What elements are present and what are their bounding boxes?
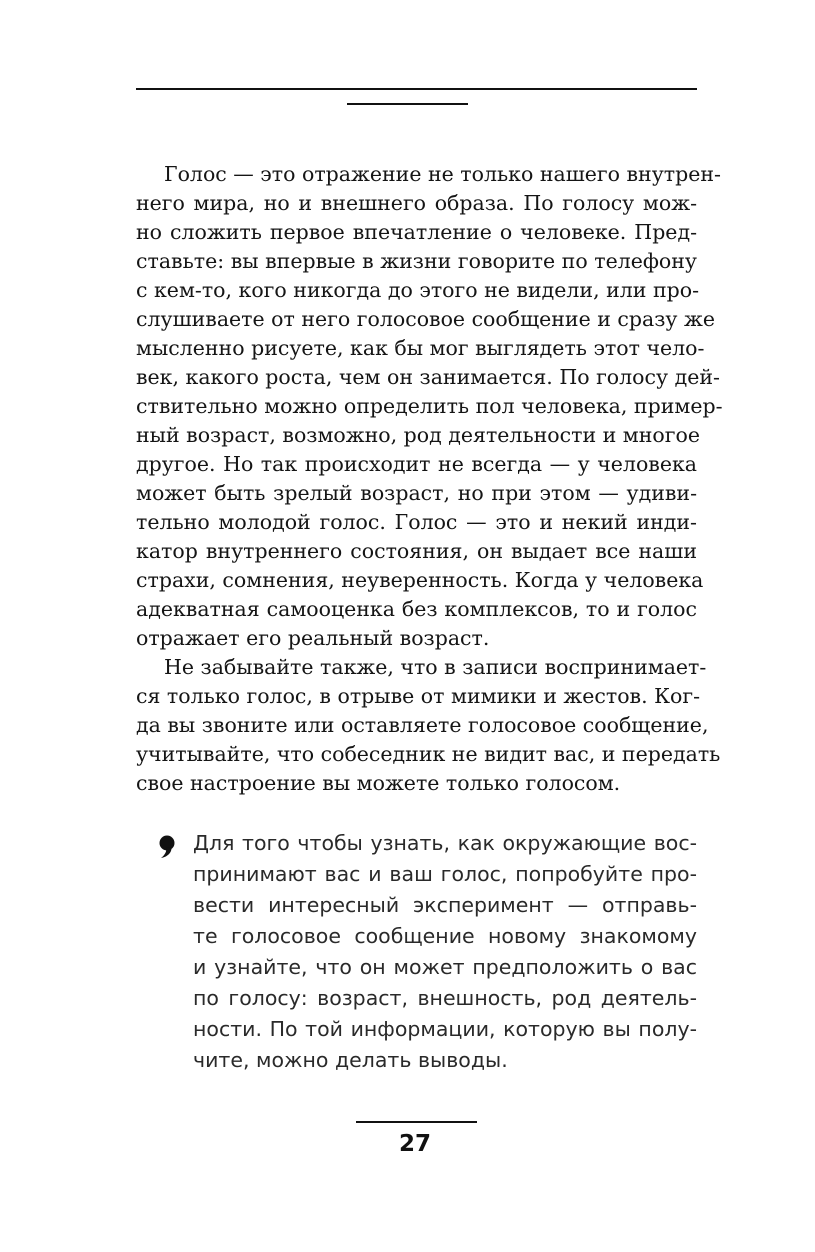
text-line: да вы звоните или оставляете голосовое сообщение, bbox=[136, 713, 709, 737]
text-line: страхи, сомнения, неуверенность. Когда у человека bbox=[136, 568, 704, 592]
text-line: ставьте: вы впервые в жизни говорите по телефону bbox=[136, 249, 697, 273]
text-line: слушиваете от него голосовое сообщение и сразу же bbox=[136, 307, 715, 331]
text-line: отражает его реальный возраст. bbox=[136, 626, 490, 650]
text-line: век, какого роста, чем он занимается. По голосу дей- bbox=[136, 365, 720, 389]
text-line: может быть зрелый возраст, но при этом — удиви- bbox=[136, 481, 697, 505]
tip-line: чите, можно делать выводы. bbox=[193, 1048, 508, 1072]
tip-line: те голосовое сообщение новому знакомому bbox=[193, 924, 697, 948]
text-line: другое. Но так происходит не всегда — у человека bbox=[136, 452, 697, 476]
text-line: ся только голос, в отрыве от мимики и жестов. Ког- bbox=[136, 684, 700, 708]
tip-line: вести интересный эксперимент — отправь- bbox=[193, 893, 697, 917]
text-line: адекватная самооценка без комплексов, то и голос bbox=[136, 597, 697, 621]
footer-rule bbox=[356, 1121, 477, 1123]
tip-line: ности. По той информации, которую вы полу- bbox=[193, 1017, 697, 1041]
text-line: тельно молодой голос. Голос — это и некий инди- bbox=[136, 510, 697, 534]
header-rule-long bbox=[136, 88, 697, 90]
text-line: Не забывайте также, что в записи воспринимает- bbox=[164, 655, 707, 679]
header-rule-short bbox=[347, 103, 468, 105]
text-line: мысленно рисуете, как бы мог выглядеть этот чело- bbox=[136, 336, 705, 360]
text-line: него мира, но и внешнего образа. По голосу мож- bbox=[136, 191, 697, 215]
text-line: учитывайте, что собеседник не видит вас, и передать bbox=[136, 742, 721, 766]
text-line: ствительно можно определить пол человека, пример- bbox=[136, 394, 723, 418]
comma-quote-icon bbox=[157, 835, 177, 859]
tip-line: принимают вас и ваш голос, попробуйте про- bbox=[193, 862, 697, 886]
text-line: свое настроение вы можете только голосом. bbox=[136, 771, 621, 795]
text-line: с кем-то, кого никогда до этого не видели, или про- bbox=[136, 278, 700, 302]
text-line: Голос — это отражение не только нашего внутрен- bbox=[164, 162, 721, 186]
text-line: катор внутреннего состояния, он выдает все наши bbox=[136, 539, 697, 563]
text-line: но сложить первое впечатление о человеке. Пред- bbox=[136, 220, 697, 244]
tip-line: и узнайте, что он может предположить о вас bbox=[193, 955, 697, 979]
page-number: 27 bbox=[398, 1131, 431, 1157]
tip-line: Для того чтобы узнать, как окружающие вос- bbox=[193, 831, 697, 855]
text-line: ный возраст, возможно, род деятельности и многое bbox=[136, 423, 700, 447]
tip-line: по голосу: возраст, внешность, род деятель- bbox=[193, 986, 697, 1010]
